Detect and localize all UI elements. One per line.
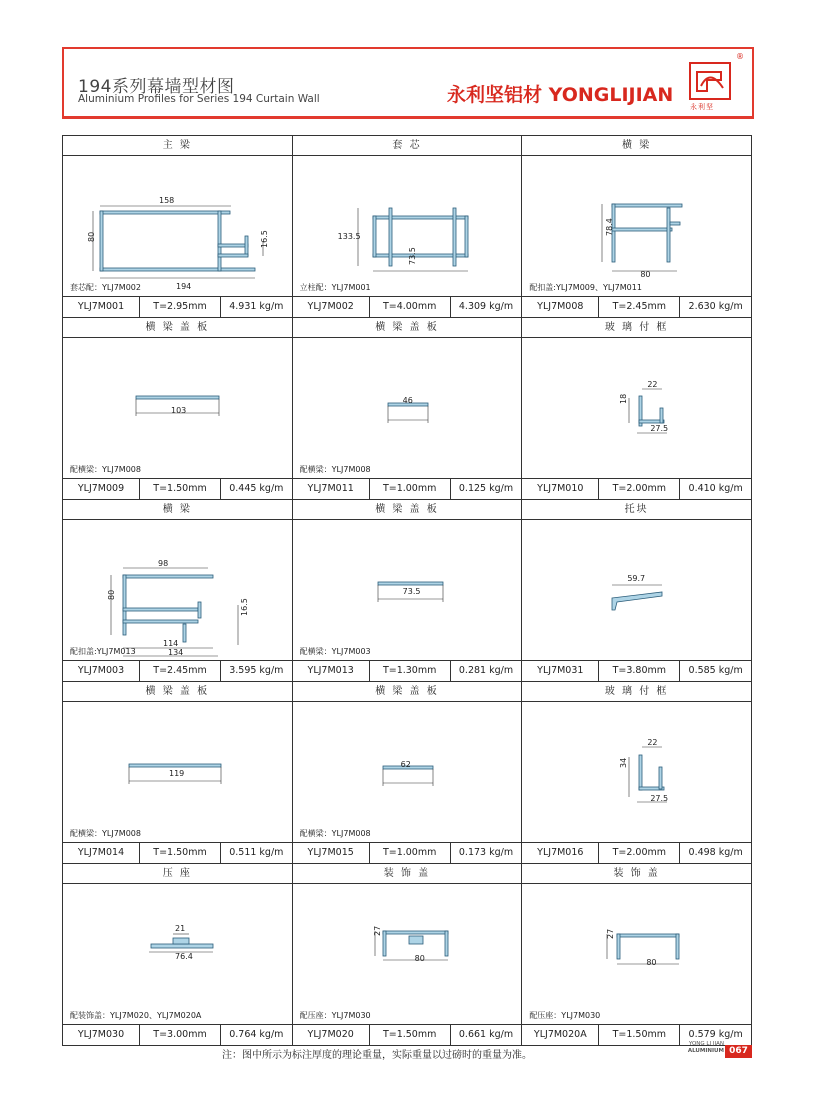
brand-logo	[689, 62, 731, 100]
profile-info	[63, 1024, 292, 1045]
dimension-label: 27.5	[650, 424, 669, 433]
dimension-label: 80	[414, 954, 425, 963]
profile-drawing	[63, 520, 292, 660]
profile-row	[62, 136, 754, 318]
profile-drawing	[63, 702, 292, 842]
profile-drawing	[63, 884, 292, 1024]
profile-weight: 0.579 kg/m	[688, 1029, 743, 1040]
dimension-label: 27.5	[650, 794, 669, 803]
profile-title: 横 梁 盖 板	[293, 500, 522, 520]
profile-title: 玻 璃 付 框	[522, 682, 751, 702]
profile-code: YLJ7M016	[522, 843, 599, 863]
page-brand	[686, 1041, 724, 1055]
profile-info	[63, 478, 292, 499]
profile-thickness: T=3.80mm	[599, 661, 680, 681]
profile-info	[63, 660, 292, 681]
profile-thickness: T=3.00mm	[140, 1025, 221, 1045]
profile-weight: 4.931 kg/m	[229, 301, 284, 312]
dimension-label: 103	[171, 406, 187, 415]
profile-drawing	[63, 156, 292, 296]
profile-drawing	[522, 156, 751, 296]
dimension-label: 80	[646, 958, 657, 967]
dimension-label: 21	[175, 924, 186, 933]
profile-title: 压 座	[63, 864, 292, 884]
page-brand-line2: ALUMINIUM	[687, 1048, 724, 1054]
profile-thickness: T=1.50mm	[140, 479, 221, 499]
profile-cell	[521, 681, 752, 864]
dimension-label: 22	[647, 380, 658, 389]
profile-title: 横 梁 盖 板	[293, 682, 522, 702]
profile-title: 主 梁	[63, 136, 292, 156]
dimension-label: 73.5	[402, 587, 421, 596]
profile-note: 配横梁：YLJ7M008	[299, 829, 371, 838]
profile-weight: 0.585 kg/m	[688, 665, 743, 676]
profile-code: YLJ7M010	[522, 479, 599, 499]
dimension-label: 27	[372, 925, 382, 936]
profile-note: 配横梁：YLJ7M008	[70, 829, 141, 838]
profile-cell	[521, 499, 752, 682]
profile-grid	[62, 136, 754, 1046]
profile-weight: 0.173 kg/m	[458, 847, 514, 858]
profile-thickness: T=2.45mm	[599, 297, 680, 317]
profile-thickness: T=1.00mm	[370, 843, 451, 863]
profile-title: 装 饰 盖	[293, 864, 522, 884]
profile-section-icon	[522, 338, 752, 478]
profile-code: YLJ7M020A	[522, 1025, 599, 1045]
profile-code: YLJ7M003	[63, 661, 140, 681]
profile-title: 横 梁 盖 板	[63, 318, 292, 338]
profile-info	[293, 296, 522, 317]
profile-drawing	[293, 520, 522, 660]
profile-title: 横 梁 盖 板	[63, 682, 292, 702]
dimension-label: 59.7	[627, 574, 646, 583]
dimension-label: 80	[640, 270, 651, 279]
profile-code: YLJ7M020	[293, 1025, 370, 1045]
profile-code: YLJ7M011	[293, 479, 370, 499]
profile-thickness: T=1.50mm	[140, 843, 221, 863]
dimension-label: 73.5	[407, 247, 417, 265]
profile-info	[63, 842, 292, 863]
dimension-label: 98	[158, 559, 169, 568]
profile-info	[293, 1024, 522, 1045]
profile-info	[293, 842, 522, 863]
profile-drawing	[522, 702, 751, 842]
profile-thickness: T=2.45mm	[140, 661, 221, 681]
profile-cell	[62, 681, 293, 864]
profile-code: YLJ7M008	[522, 297, 599, 317]
profile-drawing	[293, 702, 522, 842]
profile-thickness: T=1.50mm	[599, 1025, 680, 1045]
profile-title: 玻 璃 付 框	[522, 318, 751, 338]
profile-section-icon	[522, 156, 752, 296]
page-number: 067	[725, 1045, 752, 1058]
dimension-label: 80	[87, 231, 96, 242]
profile-code: YLJ7M009	[63, 479, 140, 499]
profile-weight: 0.410 kg/m	[688, 483, 743, 494]
profile-section-icon	[293, 156, 523, 296]
profile-thickness: T=2.95mm	[140, 297, 221, 317]
profile-code: YLJ7M001	[63, 297, 140, 317]
profile-title: 装 饰 盖	[522, 864, 751, 884]
dimension-label: 158	[159, 196, 175, 205]
dimension-label: 16.5	[240, 598, 249, 616]
profile-title: 横 梁	[63, 500, 292, 520]
dimension-label: 27	[606, 928, 616, 939]
logo-caption: 永利坚	[690, 103, 714, 111]
profile-title: 套 芯	[293, 136, 522, 156]
profile-cell	[62, 317, 293, 500]
dimension-label: 34	[619, 757, 629, 768]
profile-weight: 0.445 kg/m	[229, 483, 284, 494]
profile-info	[522, 478, 751, 499]
dimension-label: 62	[400, 760, 411, 769]
profile-drawing	[522, 520, 751, 660]
profile-section-icon	[63, 156, 293, 296]
header-rule	[62, 116, 754, 119]
profile-drawing	[293, 884, 522, 1024]
profile-cell	[521, 135, 752, 318]
page-subtitle: Aluminium Profiles for Series 194 Curtain Wall	[78, 93, 320, 105]
dimension-label: 134	[168, 648, 184, 657]
profile-thickness: T=1.30mm	[370, 661, 451, 681]
profile-weight: 0.125 kg/m	[458, 483, 514, 494]
logo-mark-icon	[691, 64, 729, 98]
profile-drawing	[63, 338, 292, 478]
profile-cell	[292, 135, 523, 318]
page-title: 194系列幕墙型材图	[78, 77, 235, 97]
brand-name: 永利坚铝材 YONGLIJIAN	[447, 84, 674, 106]
profile-cell	[521, 317, 752, 500]
profile-drawing	[522, 338, 751, 478]
profile-thickness: T=4.00mm	[370, 297, 451, 317]
profile-note: 配扣盖:YLJ7M009、YLJ7M011	[529, 283, 642, 292]
profile-section-icon	[522, 884, 752, 1024]
profile-section-icon	[293, 702, 523, 842]
profile-section-icon	[293, 338, 523, 478]
profile-cell	[292, 863, 523, 1046]
profile-info	[293, 478, 522, 499]
profile-cell	[292, 681, 523, 864]
profile-title: 托块	[522, 500, 751, 520]
profile-weight: 3.595 kg/m	[229, 665, 284, 676]
profile-code: YLJ7M014	[63, 843, 140, 863]
dimension-label: 80	[107, 589, 116, 600]
profile-code: YLJ7M030	[63, 1025, 140, 1045]
dimension-label: 46	[402, 396, 413, 405]
profile-cell	[521, 863, 752, 1046]
profile-code: YLJ7M015	[293, 843, 370, 863]
registered-mark: ®	[736, 52, 744, 61]
profile-title: 横 梁 盖 板	[293, 318, 522, 338]
profile-title: 横 梁	[522, 136, 751, 156]
profile-weight: 0.661 kg/m	[458, 1029, 514, 1040]
profile-drawing	[293, 156, 522, 296]
profile-section-icon	[522, 702, 752, 842]
profile-weight: 0.498 kg/m	[688, 847, 743, 858]
profile-weight: 0.281 kg/m	[458, 665, 514, 676]
dimension-label: 18	[619, 393, 629, 404]
profile-cell	[62, 135, 293, 318]
profile-code: YLJ7M002	[293, 297, 370, 317]
profile-section-icon	[522, 520, 752, 660]
profile-section-icon	[293, 884, 523, 1024]
dimension-label: 76.4	[175, 952, 193, 961]
profile-code: YLJ7M031	[522, 661, 599, 681]
profile-note: 立柱配：YLJ7M001	[299, 283, 371, 292]
dimension-label: 119	[169, 769, 185, 778]
profile-cell	[292, 317, 523, 500]
profile-row	[62, 864, 754, 1046]
profile-cell	[62, 499, 293, 682]
profile-drawing	[522, 884, 751, 1024]
profile-note: 配横梁：YLJ7M008	[70, 465, 141, 474]
profile-row	[62, 318, 754, 500]
dimension-label: 133.5	[337, 232, 361, 241]
profile-thickness: T=1.50mm	[370, 1025, 451, 1045]
profile-weight: 4.309 kg/m	[458, 301, 514, 312]
profile-cell	[62, 863, 293, 1046]
profile-note: 配压座：YLJ7M030	[299, 1011, 371, 1020]
profile-drawing	[293, 338, 522, 478]
profile-info	[522, 842, 751, 863]
profile-note: 配扣盖:YLJ7M013	[70, 647, 136, 656]
profile-note: 套芯配：YLJ7M002	[70, 283, 141, 292]
profile-info	[63, 296, 292, 317]
profile-note: 配横梁：YLJ7M008	[299, 465, 371, 474]
profile-info	[522, 296, 751, 317]
profile-note: 配横梁：YLJ7M003	[299, 647, 371, 656]
page-brand-line1: YONG LI JIAN	[688, 1041, 724, 1047]
profile-note: 配压座：YLJ7M030	[529, 1011, 601, 1020]
profile-row	[62, 500, 754, 682]
profile-cell	[292, 499, 523, 682]
profile-info	[522, 660, 751, 681]
dimension-label: 114	[163, 639, 179, 648]
profile-thickness: T=2.00mm	[599, 843, 680, 863]
dimension-label: 22	[647, 738, 658, 747]
profile-code: YLJ7M013	[293, 661, 370, 681]
profile-weight: 0.764 kg/m	[229, 1029, 284, 1040]
profile-note: 配装饰盖：YLJ7M020、YLJ7M020A	[70, 1011, 202, 1020]
profile-weight: 0.511 kg/m	[229, 847, 284, 858]
profile-info	[293, 660, 522, 681]
dimension-label: 194	[176, 282, 192, 291]
profile-thickness: T=2.00mm	[599, 479, 680, 499]
profile-weight: 2.630 kg/m	[688, 301, 743, 312]
footer-note: 注：图中所示为标注厚度的理论重量，实际重量以过磅时的重量为准。	[222, 1050, 532, 1061]
dimension-label: 78.4	[605, 218, 615, 236]
profile-thickness: T=1.00mm	[370, 479, 451, 499]
dimension-label: 16.5	[260, 230, 269, 248]
profile-row	[62, 682, 754, 864]
